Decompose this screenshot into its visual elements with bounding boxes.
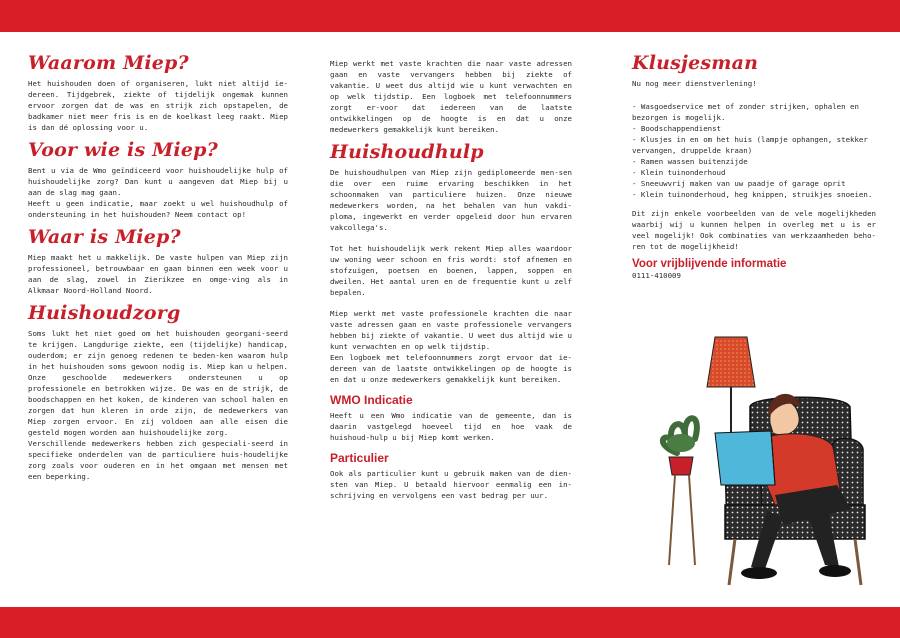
subtitle: Nu nog meer dienstverlening! bbox=[632, 79, 757, 88]
book-icon bbox=[715, 431, 775, 485]
section-paragraph: Verschillende medewerkers hebben zich gespeciali-seerd in specifieke onderdelen van de particuliere huis-houdelijke zorg zoals voor ouderen en in het omgaan met mensen met een beperking. bbox=[28, 439, 288, 481]
section-title-particulier: Particulier bbox=[330, 451, 389, 465]
top-red-band bbox=[0, 0, 900, 32]
section-paragraph: Bent u via de Wmo geïndiceerd voor huishoudelijke hulp of huishoudelijke zorg? Dan kunt u aangeven dat Miep bij u aan de slag mag gaan. bbox=[28, 166, 288, 197]
list-item: - Boodschappendienst bbox=[632, 124, 721, 133]
section-paragraph: Een logboek met telefoonnummers zorgt ervoor dat ie-dereen van de laatste ontwikkelingen op de hoogte is en dat u onze medewerkers gemakkelijk kunt bereiken. bbox=[330, 353, 572, 384]
phone-number: 0111-410009 bbox=[632, 271, 681, 280]
service-list bbox=[632, 101, 876, 200]
outro-paragraph: Dit zijn enkele voorbeelden van de vele mogelijkheden waarbij wij u kunnen helpen in overleg met u is er veel mogelijk! Ook combinaties van werkzaamheden beho-ren tot de mogelijkheid! bbox=[632, 209, 876, 251]
section-paragraph: Ook als particulier kunt u gebruik maken van de dien-sten van Miep. U betaald hiervoor eenmalig een in-schrijving en vervolgens een vast bedrag per uur. bbox=[330, 469, 572, 500]
section-waarom-miep bbox=[28, 52, 288, 133]
section-paragraph: Heeft u geen indicatie, maar zoekt u wel huishoudhulp of ondersteuning in het huishouden? Neem contact op! bbox=[28, 199, 288, 219]
section-title: Huishoudzorg bbox=[28, 302, 181, 324]
section-paragraph: Miep werkt met vaste professionele krachten die naar vaste adressen gaan en vaste professionele vervangers hebben bij ziekte of vakantie. U weet dus altijd wie u kunt verwachten en op welk tijdstip. bbox=[330, 309, 572, 351]
section-paragraph: De huishoudhulpen van Miep zijn gediplomeerde men-sen die over een ruime ervaring beschikken in het schoonmaken van particuliere huizen. Onze nieuwe medewerkers worden, na het behalen van hun vakdi-ploma, ingewerkt en verder opgeleid door hun ervaren vakcollega's. bbox=[330, 168, 572, 232]
column-right bbox=[632, 52, 876, 280]
intro-paragraph: Miep werkt met vaste krachten die naar vaste adressen gaan en vaste vervangers hebben bij ziekte of vakantie. U weet dus altijd wie u kunt verwachten en op welk tijdstip. Een logboek met telefoonnummers zorgt er-voor dat iedereen van de laatste ontwikkelingen op de hoogte is en dat u onze medewerkers gemakkelijk kunt bereiken. bbox=[330, 59, 572, 134]
man-reading-illustration bbox=[655, 335, 875, 597]
section-title: Waarom Miep? bbox=[28, 52, 189, 74]
list-item: - Ramen wassen buitenzijde bbox=[632, 157, 748, 166]
list-item: - Klusjes in en om het huis (lampje ophangen, stekker vervangen, druppelde kraan) bbox=[632, 135, 868, 155]
section-paragraph: Tot het huishoudelijk werk rekent Miep alles waardoor uw woning weer schoon en fris wordt: stof afnemen en stofzuigen, poetsen en boenen, lappen, soppen en dweilen. Het aantal uren en de frequentie kunt u zelf bepalen. bbox=[330, 244, 572, 297]
list-item: - Klein tuinonderhoud bbox=[632, 168, 726, 177]
list-item: - Klein tuinonderhoud, heg knippen, struikjes snoeien. bbox=[632, 190, 873, 199]
list-item: - Wasgoedservice met of zonder strijken, ophalen en bezorgen is mogelijk. bbox=[632, 102, 859, 122]
section-title: Voor wie is Miep? bbox=[28, 139, 218, 161]
section-huishoudzorg bbox=[28, 302, 288, 482]
info-title: Voor vrijblijvende informatie bbox=[632, 258, 787, 270]
section-voor-wie bbox=[28, 139, 288, 220]
plant-icon bbox=[663, 418, 697, 565]
section-paragraph: Het huishouden doen of organiseren, lukt niet altijd ie-dereen. Tijdgebrek, ziekte of tijdelijk ongemak kunnen ervoor zorgen dat de was en strijk zich opstapelen, de badkamer niet meer fris is en de koelkast leeg raakt. Miep is dan dé oplossing voor u. bbox=[28, 79, 288, 132]
section-paragraph: Soms lukt het niet goed om het huishouden georgani-seerd te krijgen. Langdurige ziekte, een (tijdelijke) handicap, ouderdom; er zijn genoeg redenen te beden-ken waarom hulp in het huishouden soms gewoon nodig is. Miep kan u helpen. Onze geschoolde medewerkers ondersteunen u op professionele en betrokken wijze. De was en de strijk, de boodschappen en het koken, de kinderen van school halen en zorgen dat hun kleren in orde zijn, de medewerkers van Miep zorgen ervoor. En zij voldoen aan alle eisen die gesteld mogen worden aan huishoudelijke zorg. bbox=[28, 329, 288, 437]
section-title-wmo: WMO Indicatie bbox=[330, 393, 413, 407]
section-paragraph: Miep maakt het u makkelijk. De vaste hulpen van Miep zijn professioneel, betrouwbaar en gaan binnen een week voor u aan de slag, zowel in Zierikzee en omge-ving als in Alkmaar Noord-Holland Noord. bbox=[28, 253, 288, 295]
column-left bbox=[28, 52, 288, 488]
section-title: Waar is Miep? bbox=[28, 226, 181, 248]
section-waar-is-miep bbox=[28, 226, 288, 296]
section-title-klusjesman: Klusjesman bbox=[632, 52, 759, 74]
bottom-red-band bbox=[0, 607, 900, 638]
section-paragraph: Heeft u een Wmo indicatie van de gemeente, dan is daarin vastgelegd hoeveel tijd en hoe vaak de huishoud-hulp u bij Miep komt werken. bbox=[330, 411, 572, 442]
section-title-huishoudhulp: Huishoudhulp bbox=[330, 141, 484, 163]
column-middle bbox=[330, 58, 572, 507]
list-item: - Sneeuwvrij maken van uw paadje of garage oprit bbox=[632, 179, 846, 188]
lamp-icon bbox=[707, 337, 755, 441]
